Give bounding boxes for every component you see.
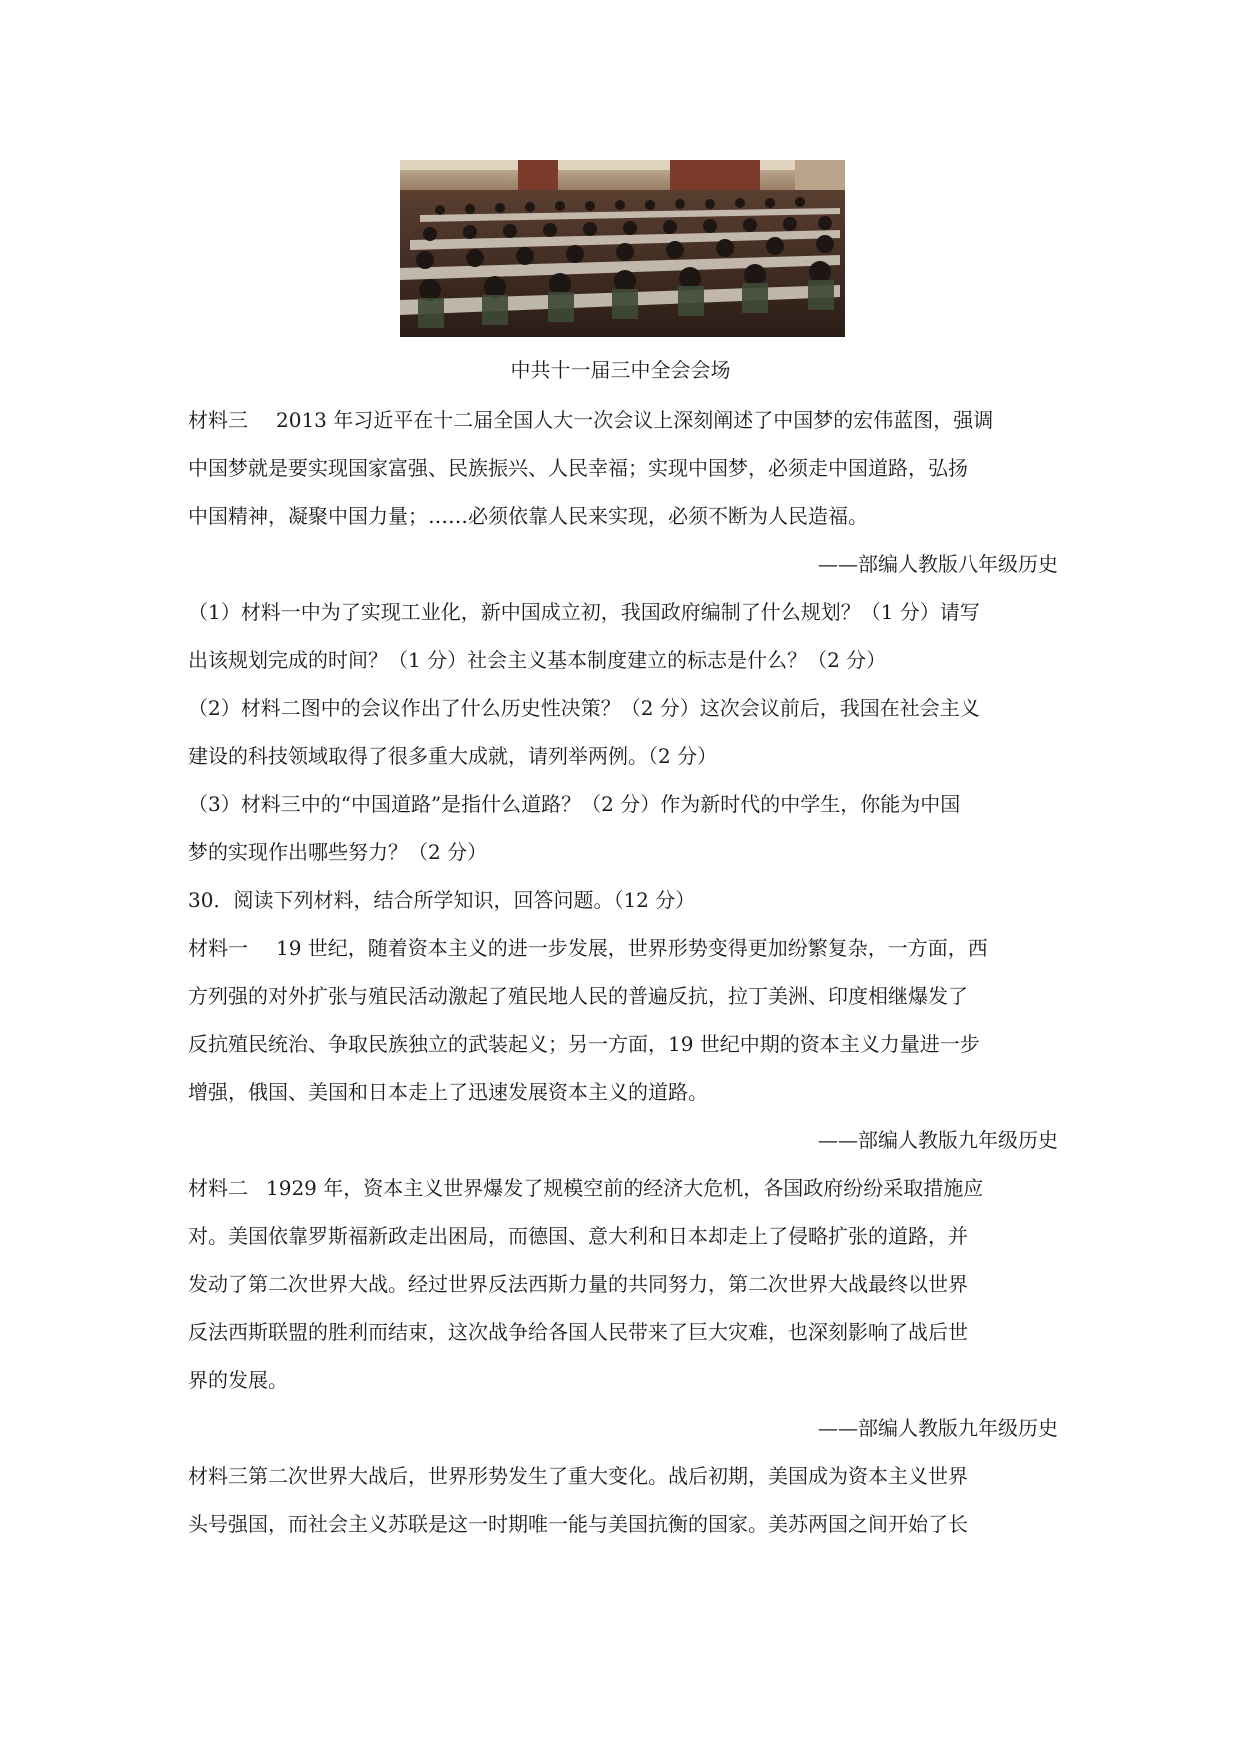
source-attribution: ——部编人教版九年级历史 — [818, 1128, 1058, 1152]
question-3-line-1: （3）材料三中的“中国道路”是指什么道路？（2 分）作为新时代的中学生，你能为中国 — [188, 792, 961, 816]
q30-material-two-line-4: 反法西斯联盟的胜利而结束，这次战争给各国人民带来了巨大灾难，也深刻影响了战后世 — [188, 1320, 968, 1344]
material-label: 材料二 — [188, 1176, 248, 1200]
question-1-line-1: （1）材料一中为了实现工业化，新中国成立初，我国政府编制了什么规划？（1 分）请写 — [188, 600, 980, 624]
material-three-line-3: 中国精神，凝聚中国力量；……必须依靠人民来实现，必须不断为人民造福。 — [188, 504, 868, 528]
q30-material-three-line-2: 头号强国，而社会主义苏联是这一时期唯一能与美国抗衡的国家。美苏两国之间开始了长 — [188, 1512, 968, 1536]
q30-material-two-line-3: 发动了第二次世界大战。经过世界反法西斯力量的共同努力，第二次世界大战最终以世界 — [188, 1272, 968, 1296]
section-material-three — [188, 396, 1058, 1548]
q30-material-two-line-1: 材料二 1929 年，资本主义世界爆发了规模空前的经济大危机，各国政府纷纷采取措施应 — [188, 1176, 984, 1200]
material-label: 材料一 — [188, 936, 248, 960]
q30-material-two-line-2: 对。美国依靠罗斯福新政走出困局，而德国、意大利和日本却走上了侵略扩张的道路，并 — [188, 1224, 968, 1248]
question-1-line-2: 出该规划完成的时间？（1 分）社会主义基本制度建立的标志是什么？（2 分） — [188, 648, 887, 672]
question-2-line-1: （2）材料二图中的会议作出了什么历史性决策？（2 分）这次会议前后，我国在社会主义 — [188, 696, 980, 720]
q30-material-three-line-1: 材料三第二次世界大战后，世界形势发生了重大变化。战后初期，美国成为资本主义世界 — [188, 1464, 968, 1488]
material-label: 材料三 — [188, 408, 248, 432]
q30-material-one-line-4: 增强，俄国、美国和日本走上了迅速发展资本主义的道路。 — [188, 1080, 708, 1104]
q30-material-one-line-3: 反抗殖民统治、争取民族独立的武装起义；另一方面，19 世纪中期的资本主义力量进一步 — [188, 1032, 980, 1056]
q30-material-one-line-1: 材料一 19 世纪，随着资本主义的进一步发展，世界形势变得更加纷繁复杂，一方面，西 — [188, 936, 988, 960]
conference-hall-photo — [400, 160, 845, 337]
conference-photo-illustration — [400, 160, 845, 337]
q30-material-two-line-5: 界的发展。 — [188, 1368, 288, 1392]
question-2-line-2: 建设的科技领域取得了很多重大成就，请列举两例。（2 分） — [188, 744, 718, 768]
source-attribution: ——部编人教版九年级历史 — [818, 1416, 1058, 1440]
question-30-title: 30．阅读下列材料，结合所学知识，回答问题。（12 分） — [188, 888, 696, 912]
source-attribution: ——部编人教版八年级历史 — [818, 552, 1058, 576]
q30-material-one-line-2: 方列强的对外扩张与殖民活动激起了殖民地人民的普遍反抗，拉丁美洲、印度相继爆发了 — [188, 984, 968, 1008]
figure-caption: 中共十一届三中全会会场 — [510, 358, 731, 382]
material-three-line-1: 材料三 2013 年习近平在十二届全国人大一次会议上深刻阐述了中国梦的宏伟蓝图，强调 — [188, 408, 994, 432]
question-3-line-2: 梦的实现作出哪些努力？（2 分） — [188, 840, 488, 864]
material-three-line-2: 中国梦就是要实现国家富强、民族振兴、人民幸福；实现中国梦，必须走中国道路，弘扬 — [188, 456, 968, 480]
